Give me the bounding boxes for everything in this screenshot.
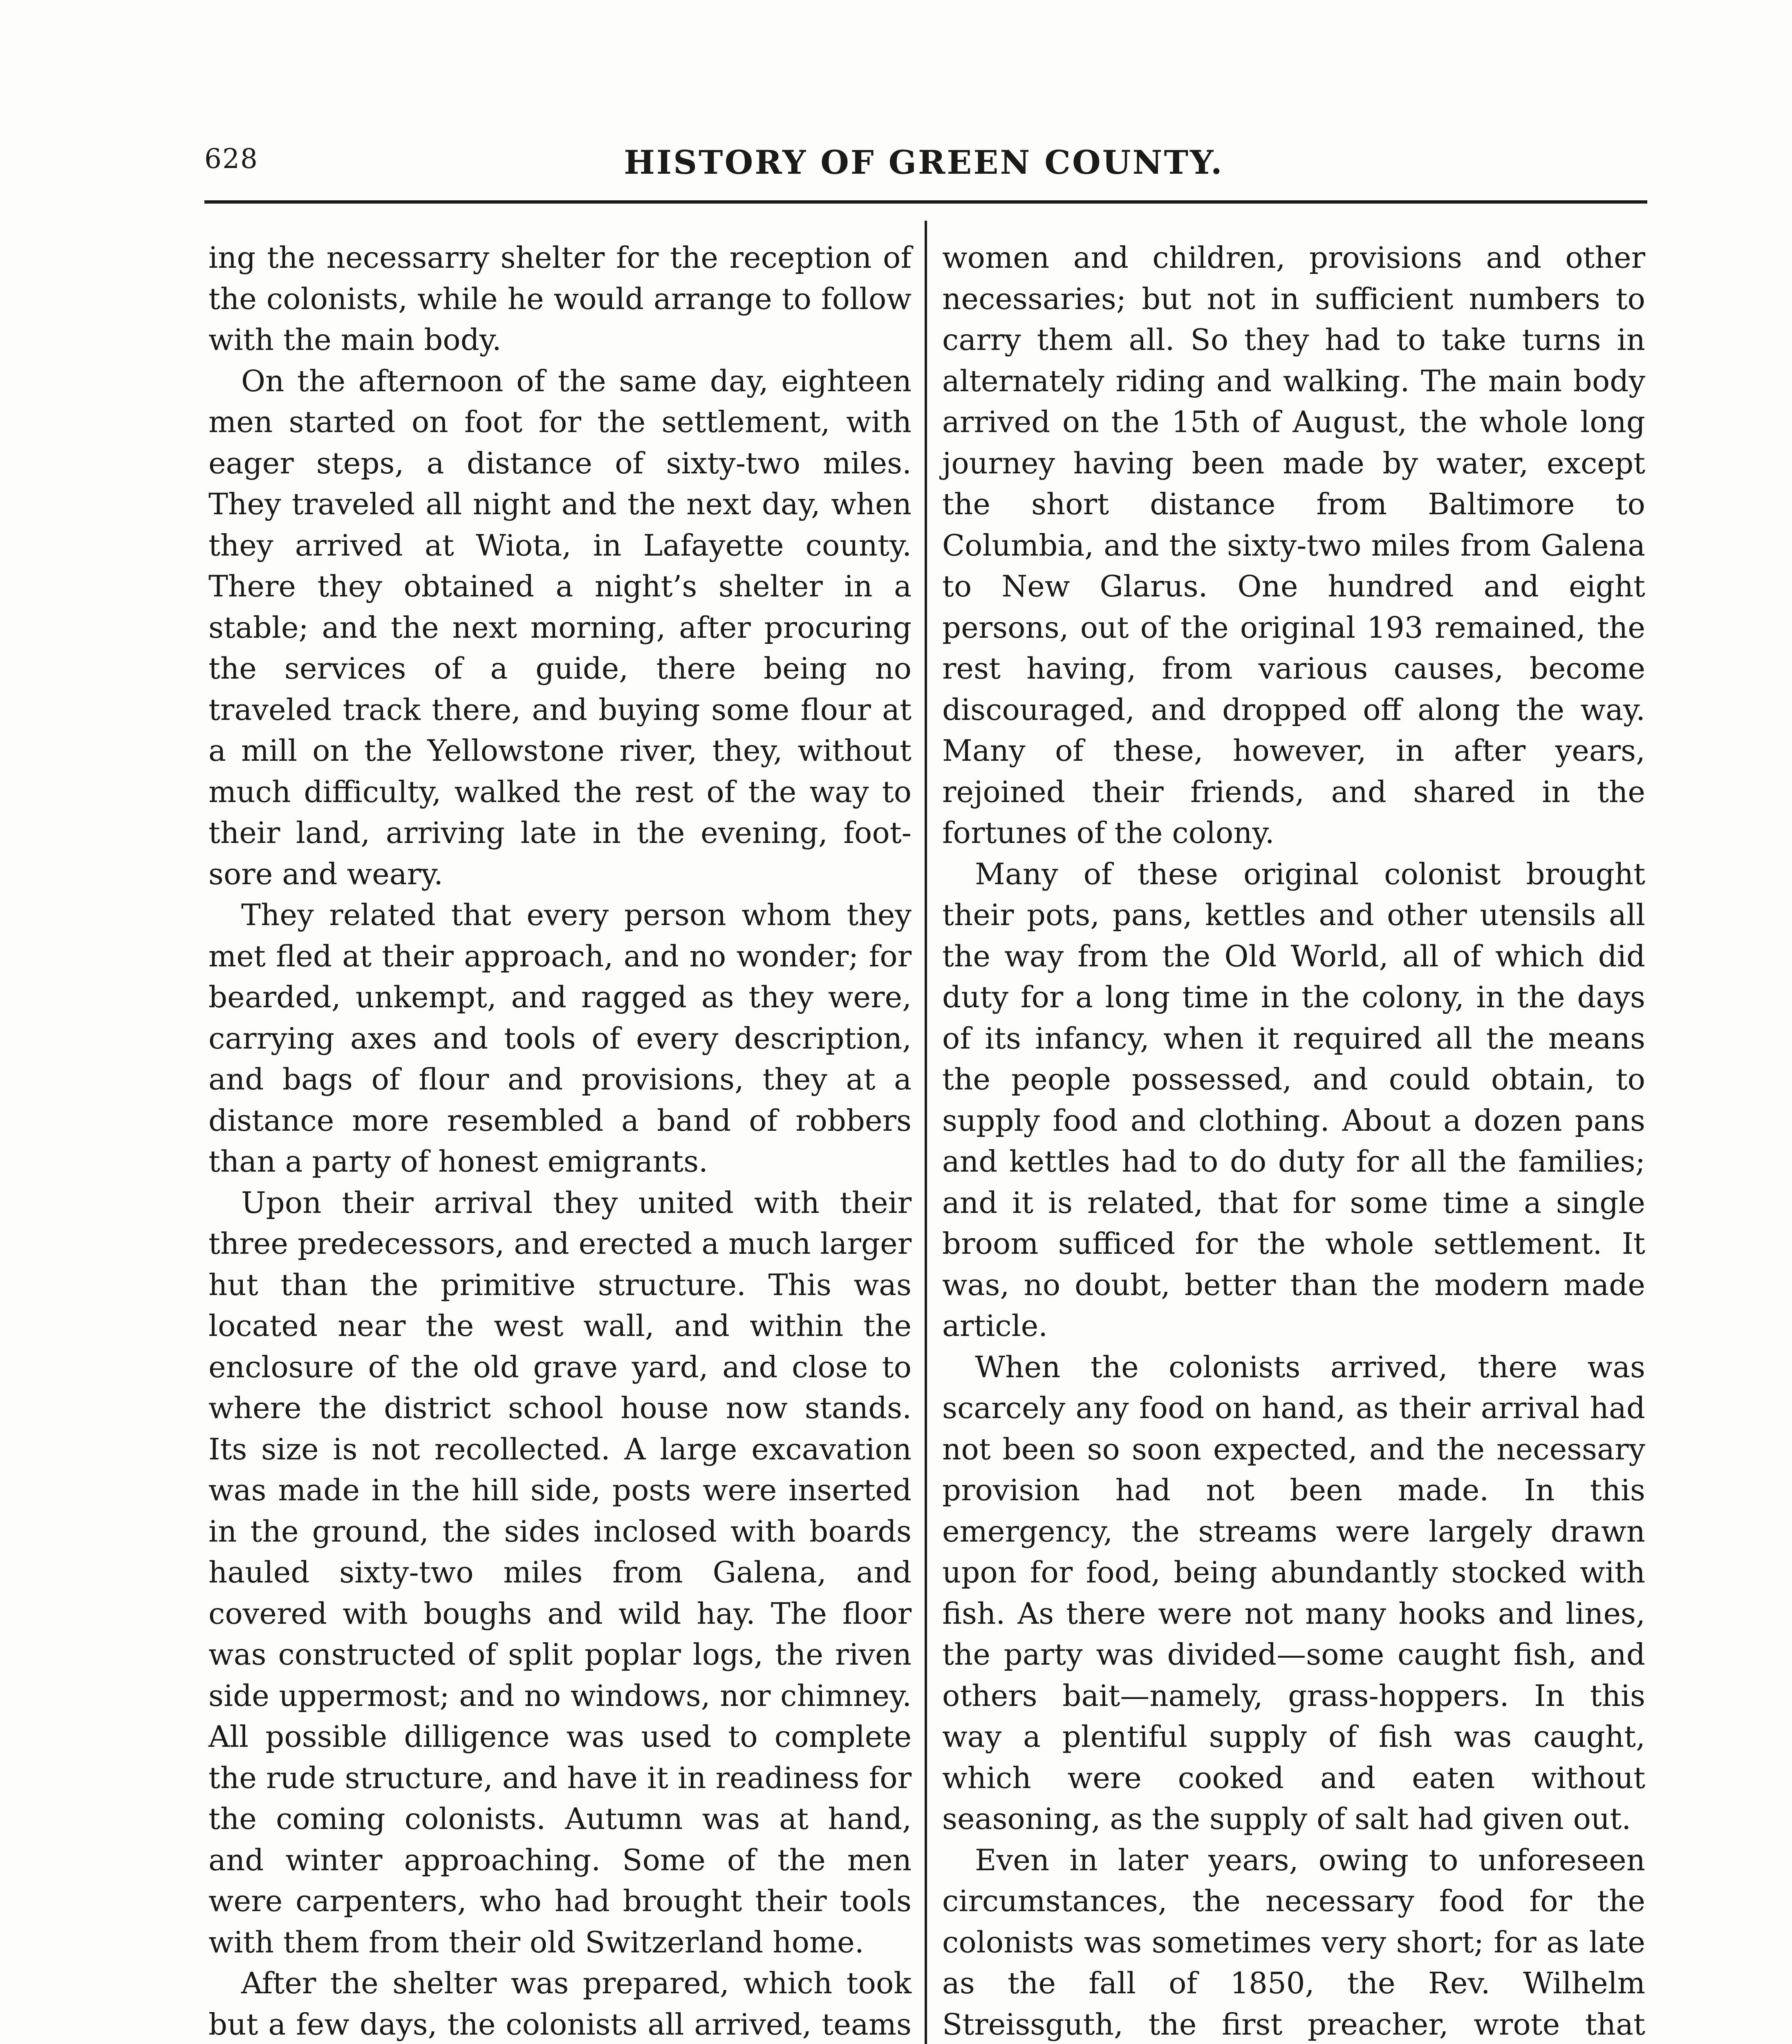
paragraph: ing the necessarry shelter for the reception of the colonists, while he would arrange to follow with the main body. — [208, 240, 912, 357]
paragraph: They related that every person whom they met fled at their approach, and no wonder; for bearded, unkempt, and ragged as they were, carrying axes and tools of every description, and bags of flour and provisions, they at a distance more resembled a band of robbers than a party of honest emigrants. — [208, 898, 912, 1179]
page-header — [204, 135, 1643, 188]
page-number: 628 — [204, 143, 258, 175]
right-column — [942, 237, 1645, 2044]
header-rule — [204, 200, 1647, 204]
paragraph: Even in later years, owing to unforeseen circumstances, the necessary food for the colonists was sometimes very short; for as late as the fall of 1850, the Rev. Wilhelm Streissguth, the first preacher, wrote that — [942, 1842, 1645, 2042]
paragraph: Upon their arrival they united with their three predecessors, and erected a much larger hut than the primitive structure. This was located near the west wall, and within the enclosure of the old grave yard, and close to where the district school house now stands. Its size is not recollected. A large excavation was made in the hill side, posts were inserted in the ground, the sides inclosed with boards hauled sixty-two miles from Galena, and covered with boughs and wild hay. The floor was constructed of split poplar logs, the riven side uppermost; and no windows, nor chimney. All possible dilligence was used to complete the rude structure, and have it in readiness for the coming colonists. Autumn was at hand, and winter approaching. Some of the men were carpenters, who had brought their tools with them from their old Switzerland home. — [208, 1185, 912, 1959]
paragraph: On the afternoon of the same day, eighteen men started on foot for the settlement, with eager steps, a distance of sixty-two miles. They traveled all night and the next day, when they arrived at Wiota, in Lafayette county. There they obtained a night’s shelter in a stable; and the next morning, after procuring the services of a guide, there being no traveled track there, and buying some flour at a mill on the Yellowstone river, they, without much difficulty, walked the rest of the way to their land, arriving late in the evening, foot-sore and weary. — [208, 363, 912, 891]
paragraph: After the shelter was prepared, which took but a few days, the colonists all arrived, teams — [208, 1966, 912, 2042]
paragraph: When the colonists arrived, there was scarcely any food on hand, as their arrival had not been so soon expected, and the necessary provision had not been made. In this emergency, the streams were largely drawn upon for food, being abundantly stocked with fish. As there were not many hooks and lines, the party was divided—some caught fish, and others bait—namely, grass-hoppers. In this way a plentiful supply of fish was caught, which were cooked and eaten without seasoning, as the supply of salt had given out. — [942, 1349, 1645, 1836]
paragraph: women and children, provisions and other necessaries; but not in sufficient numbers to carry them all. So they had to take turns in alternately riding and walking. The main body arrived on the 15th of August, the whole long journey having been made by water, except the short distance from Baltimore to Columbia, and the sixty-two miles from Galena to New Glarus. One hundred and eight persons, out of the original 193 remained, the rest having, from various causes, become discouraged, and dropped off along the way. Many of these, however, in after years, rejoined their friends, and shared in the fortunes of the colony. — [942, 240, 1645, 850]
column-divider — [925, 221, 927, 2044]
left-column — [208, 237, 912, 2044]
paragraph: Many of these original colonist brought their pots, pans, kettles and other utensils all the way from the Old World, all of which did duty for a long time in the colony, in the days of its infancy, when it required all the means the people possessed, and could obtain, to supply food and clothing. About a dozen pans and kettles had to do duty for all the families; and it is related, that for some time a single broom sufficed for the whole settlement. It was, no doubt, better than the modern made article. — [942, 856, 1645, 1343]
running-title: HISTORY OF GREEN COUNTY. — [624, 143, 1224, 182]
